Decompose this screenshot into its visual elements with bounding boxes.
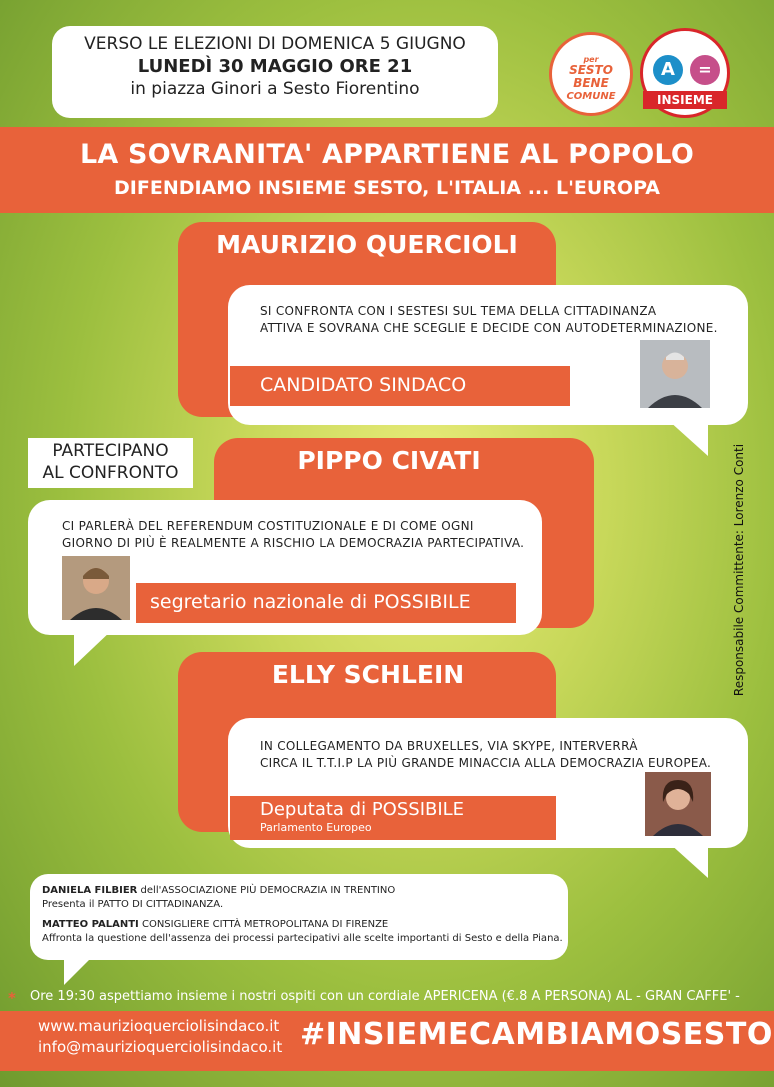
note-1-line1 <box>42 884 568 898</box>
speaker-3-role-sub: Parlamento Europeo <box>260 821 372 834</box>
speaker-1-role-bar <box>230 366 570 406</box>
apericena-text: Ore 19:30 aspettiamo insieme i nostri ospiti con un cordiale APERICENA (€.8 A PERSONA) AL - GRAN CAFFE' - <box>30 989 740 1004</box>
speaker-1-bubble-tail <box>668 420 718 460</box>
event-date-line: LUNEDÌ 30 MAGGIO ORE 21 <box>137 56 413 77</box>
possibile-icon: = <box>690 55 720 85</box>
other-speakers-bubble-tail <box>60 955 100 989</box>
note-1-name: DANIELA FILBIER <box>42 885 138 896</box>
strip-star-icon: * <box>8 989 16 1007</box>
speaker-3-bubble-tail <box>668 842 718 882</box>
participate-line2: AL CONFRONTO <box>42 463 179 483</box>
person-silhouette-icon <box>640 340 710 408</box>
speaker-2-desc-line2: GIORNO DI PIÙ È REALMENTE A RISCHIO LA DEMOCRAZIA PARTECIPATIVA. <box>62 536 525 550</box>
website-link[interactable]: www.maurizioquerciolisindaco.it <box>38 1017 280 1035</box>
speaker-3-role: Deputata di POSSIBILE <box>260 799 465 820</box>
main-title: LA SOVRANITA' APPARTIENE AL POPOLO <box>79 139 695 170</box>
event-info-box <box>52 26 498 118</box>
insieme-label: INSIEME <box>643 91 727 109</box>
speaker-1-description <box>260 303 730 337</box>
note-1-line2: Presenta il PATTO DI CITTADINANZA. <box>42 899 224 910</box>
email-link[interactable]: info@maurizioquerciolisindaco.it <box>38 1038 283 1056</box>
person-silhouette-icon <box>645 772 711 836</box>
speaker-2-role: segretario nazionale di POSSIBILE <box>150 591 471 613</box>
other-speakers-box <box>30 874 568 960</box>
insieme-logo <box>640 28 730 118</box>
speaker-2-desc-line1: CI PARLERÀ DEL REFERENDUM COSTITUZIONALE E DI COME OGNI <box>62 519 474 533</box>
speaker-1-desc-line2: ATTIVA E SOVRANA CHE SCEGLIE E DECIDE CON AUTODETERMINAZIONE. <box>260 321 718 335</box>
speaker-1-photo <box>640 340 710 408</box>
committente-text: Responsabile Committente: Lorenzo Conti <box>732 443 746 697</box>
subtitle: DIFENDIAMO INSIEME SESTO, L'ITALIA ... L'EUROPA <box>114 177 660 199</box>
speaker-1-desc-line1: SI CONFRONTA CON I SESTESI SUL TEMA DELLA CITTADINANZA <box>260 304 657 318</box>
note-2-line1 <box>42 918 568 932</box>
note-1-affiliation: dell'ASSOCIAZIONE PIÙ DEMOCRAZIA IN TRENTINO <box>137 885 396 896</box>
sesto-bene-comune-logo <box>549 32 633 116</box>
speaker-2-description <box>62 518 532 552</box>
committente-label <box>724 440 754 700</box>
speaker-3-photo <box>645 772 711 836</box>
footer-bar <box>0 1011 774 1071</box>
speaker-2-role-bar <box>136 583 516 623</box>
alternativa-libera-icon: A <box>653 55 683 85</box>
speaker-3-description <box>260 738 730 772</box>
apericena-strip <box>0 985 774 1011</box>
logo-text-comune: COMUNE <box>566 91 616 102</box>
participate-line1: PARTECIPANO <box>52 441 169 461</box>
title-band <box>0 127 774 213</box>
logo-text-per: per <box>583 55 599 64</box>
speaker-3-desc-line1: IN COLLEGAMENTO DA BRUXELLES, VIA SKYPE, INTERVERRÀ <box>260 739 638 753</box>
speaker-2-photo <box>62 556 130 620</box>
note-2-name: MATTEO PALANTI <box>42 919 139 930</box>
campaign-hashtag: #INSIEMECAMBIAMOSESTO <box>300 1017 773 1052</box>
election-date-line: VERSO LE ELEZIONI DI DOMENICA 5 GIUGNO <box>84 34 466 54</box>
participate-label <box>28 438 193 488</box>
person-silhouette-icon <box>62 556 130 620</box>
note-2-affiliation: CONSIGLIERE CITTÀ METROPOLITANA DI FIRENZE <box>138 919 389 930</box>
speaker-2-bubble-tail <box>68 630 118 670</box>
speaker-3-name: ELLY SCHLEIN <box>271 660 465 689</box>
note-2-line2: Affronta la questione dell'assenza dei processi partecipativi alle scelte importanti di Sesto e della Piana. <box>42 933 563 944</box>
speaker-1-role: CANDIDATO SINDACO <box>260 374 467 396</box>
logo-text-sesto: SESTO <box>569 63 613 77</box>
event-location-line: in piazza Ginori a Sesto Fiorentino <box>130 79 420 99</box>
logo-text-bene: BENE <box>573 76 609 90</box>
speaker-3-desc-line2: CIRCA IL T.T.I.P LA PIÙ GRANDE MINACCIA ALLA DEMOCRAZIA EUROPEA. <box>260 756 712 770</box>
speaker-1-name: MAURIZIO QUERCIOLI <box>216 230 518 259</box>
speaker-2-name: PIPPO CIVATI <box>297 446 481 475</box>
speaker-3-role-bar <box>230 796 556 840</box>
